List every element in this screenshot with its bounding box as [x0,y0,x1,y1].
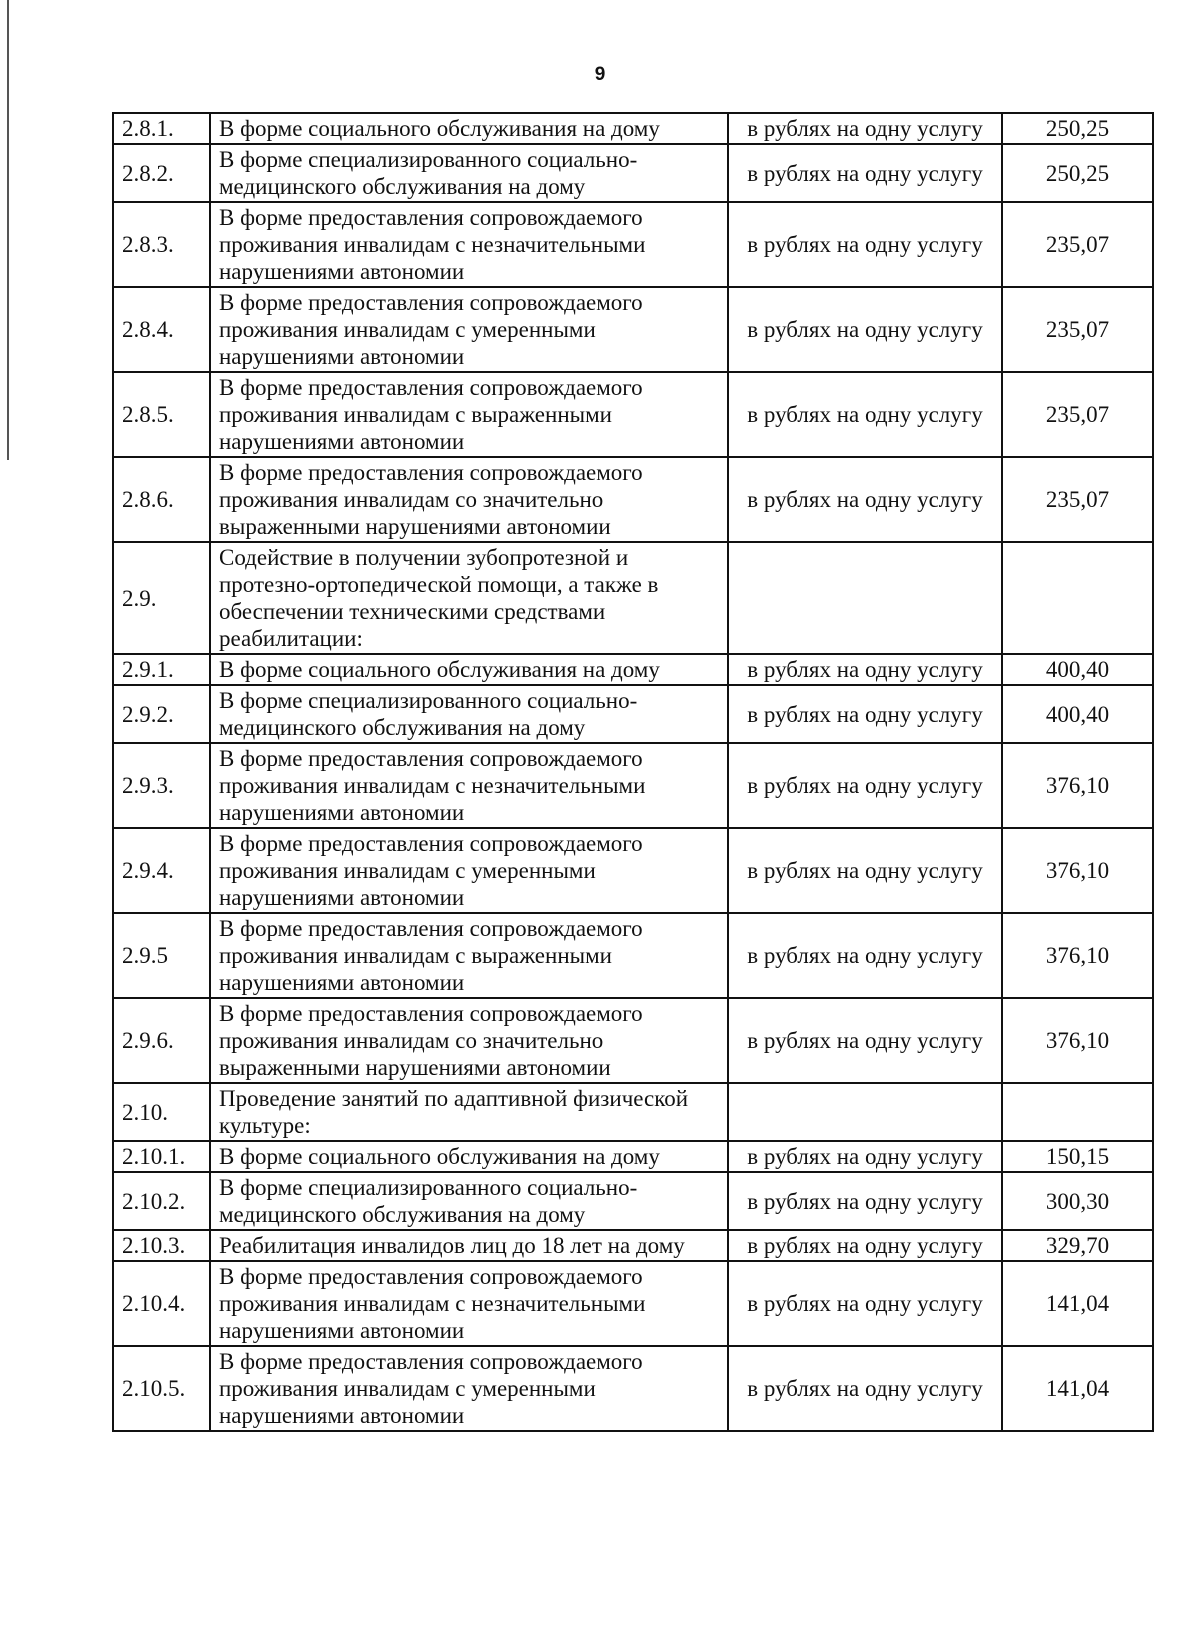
service-name-line: медицинского обслуживания на дому [219,1202,586,1227]
item-number-cell: 2.10.5. [113,1346,210,1431]
item-number-cell: 2.9. [113,542,210,654]
service-name-line: проживания инвалидам с незначительными [219,773,646,798]
service-name-line: нарушениями автономии [219,970,465,995]
service-name-line: культуре: [219,1113,311,1138]
table-row [113,828,1153,913]
price-cell: 235,07 [1002,372,1153,457]
unit-cell: в рублях на одну услугу [728,113,1002,144]
table-row [113,654,1153,685]
service-name-cell [210,1083,728,1141]
unit-cell: в рублях на одну услугу [728,1261,1002,1346]
service-name-line: проживания инвалидам со значительно [219,487,604,512]
price-cell: 400,40 [1002,685,1153,743]
service-name-cell [210,913,728,998]
unit-cell [728,1083,1002,1141]
item-number-cell: 2.8.6. [113,457,210,542]
price-cell: 329,70 [1002,1230,1153,1261]
service-name-line: проживания инвалидам с выраженными [219,943,612,968]
service-name-cell [210,287,728,372]
service-name-cell [210,1346,728,1431]
item-number-cell: 2.8.3. [113,202,210,287]
unit-cell: в рублях на одну услугу [728,1141,1002,1172]
item-number-cell: 2.9.3. [113,743,210,828]
service-name-line: В форме специализированного социально- [219,1175,638,1200]
service-name-line: нарушениями автономии [219,1403,465,1428]
service-name-line: проживания инвалидам с умеренными [219,858,596,883]
unit-cell: в рублях на одну услугу [728,457,1002,542]
price-cell: 235,07 [1002,202,1153,287]
item-number-cell: 2.8.4. [113,287,210,372]
item-number-cell: 2.9.6. [113,998,210,1083]
service-name-line: Содействие в получении зубопротезной и [219,545,629,570]
service-name-cell [210,685,728,743]
unit-cell: в рублях на одну услугу [728,743,1002,828]
price-cell: 250,25 [1002,144,1153,202]
price-cell: 141,04 [1002,1261,1153,1346]
table-row [113,144,1153,202]
page-number: 9 [594,64,606,85]
table-row [113,1083,1153,1141]
item-number-cell: 2.10.4. [113,1261,210,1346]
service-name-line: В форме социального обслуживания на дому [219,116,660,141]
price-cell: 235,07 [1002,457,1153,542]
service-name-line: В форме предоставления сопровождаемого [219,460,643,485]
price-cell: 250,25 [1002,113,1153,144]
item-number-cell: 2.8.5. [113,372,210,457]
price-cell: 141,04 [1002,1346,1153,1431]
item-number-cell: 2.9.4. [113,828,210,913]
table-row [113,1141,1153,1172]
service-name-cell [210,113,728,144]
unit-cell: в рублях на одну услугу [728,1346,1002,1431]
service-name-cell [210,457,728,542]
service-name-line: проживания инвалидам с незначительными [219,232,646,257]
table-row [113,998,1153,1083]
table-row [113,202,1153,287]
table-row [113,113,1153,144]
item-number-cell: 2.9.5 [113,913,210,998]
service-name-line: Проведение занятий по адаптивной физической [219,1086,689,1111]
service-name-line: В форме предоставления сопровождаемого [219,1001,643,1026]
service-name-cell [210,202,728,287]
service-name-cell [210,1230,728,1261]
item-number-cell: 2.9.2. [113,685,210,743]
table-row [113,1346,1153,1431]
unit-cell: в рублях на одну услугу [728,685,1002,743]
table-row [113,1172,1153,1230]
item-number-cell: 2.8.2. [113,144,210,202]
service-name-line: В форме предоставления сопровождаемого [219,1349,643,1374]
service-name-line: нарушениями автономии [219,259,465,284]
price-cell: 150,15 [1002,1141,1153,1172]
table-row [113,913,1153,998]
unit-cell: в рублях на одну услугу [728,828,1002,913]
service-name-line: проживания инвалидам со значительно [219,1028,604,1053]
table-row [113,542,1153,654]
service-name-line: проживания инвалидам с выраженными [219,402,612,427]
service-name-cell [210,372,728,457]
service-name-line: нарушениями автономии [219,800,465,825]
unit-cell: в рублях на одну услугу [728,1230,1002,1261]
price-cell: 300,30 [1002,1172,1153,1230]
service-name-line: нарушениями автономии [219,1318,465,1343]
table-row [113,372,1153,457]
unit-cell: в рублях на одну услугу [728,913,1002,998]
service-name-cell [210,1172,728,1230]
service-name-cell [210,1141,728,1172]
service-name-line: проживания инвалидам с незначительными [219,1291,646,1316]
service-name-cell [210,654,728,685]
service-name-line: В форме социального обслуживания на дому [219,1144,660,1169]
unit-cell: в рублях на одну услугу [728,654,1002,685]
service-name-cell [210,542,728,654]
service-name-cell [210,998,728,1083]
service-name-line: В форме предоставления сопровождаемого [219,916,643,941]
unit-cell [728,542,1002,654]
service-name-line: нарушениями автономии [219,429,465,454]
unit-cell: в рублях на одну услугу [728,144,1002,202]
service-name-line: нарушениями автономии [219,885,465,910]
price-cell: 376,10 [1002,828,1153,913]
service-name-line: нарушениями автономии [219,344,465,369]
service-name-line: В форме предоставления сопровождаемого [219,375,643,400]
item-number-cell: 2.8.1. [113,113,210,144]
price-cell [1002,1083,1153,1141]
item-number-cell: 2.9.1. [113,654,210,685]
table-row [113,1261,1153,1346]
price-cell: 400,40 [1002,654,1153,685]
service-name-line: В форме предоставления сопровождаемого [219,746,643,771]
item-number-cell: 2.10.1. [113,1141,210,1172]
service-name-line: В форме специализированного социально- [219,147,638,172]
service-name-line: проживания инвалидам с умеренными [219,317,596,342]
service-name-line: В форме специализированного социально- [219,688,638,713]
table-row [113,743,1153,828]
service-name-cell [210,1261,728,1346]
tariff-table [112,112,1154,1432]
price-cell [1002,542,1153,654]
table-row [113,457,1153,542]
service-name-line: выраженными нарушениями автономии [219,514,611,539]
service-name-line: обеспечении техническими средствами [219,599,606,624]
table-row [113,287,1153,372]
price-cell: 235,07 [1002,287,1153,372]
unit-cell: в рублях на одну услугу [728,202,1002,287]
service-name-line: протезно-ортопедической помощи, а также в [219,572,659,597]
service-name-line: медицинского обслуживания на дому [219,715,586,740]
unit-cell: в рублях на одну услугу [728,998,1002,1083]
service-name-line: В форме предоставления сопровождаемого [219,205,643,230]
price-cell: 376,10 [1002,998,1153,1083]
service-name-cell [210,828,728,913]
unit-cell: в рублях на одну услугу [728,1172,1002,1230]
item-number-cell: 2.10.2. [113,1172,210,1230]
service-name-line: реабилитации: [219,626,363,651]
service-name-cell [210,144,728,202]
unit-cell: в рублях на одну услугу [728,372,1002,457]
service-name-line: В форме социального обслуживания на дому [219,657,660,682]
service-name-line: выраженными нарушениями автономии [219,1055,611,1080]
service-name-cell [210,743,728,828]
service-name-line: В форме предоставления сопровождаемого [219,1264,643,1289]
item-number-cell: 2.10. [113,1083,210,1141]
table-row [113,1230,1153,1261]
service-name-line: Реабилитация инвалидов лиц до 18 лет на дому [219,1233,685,1258]
table-row [113,685,1153,743]
item-number-cell: 2.10.3. [113,1230,210,1261]
service-name-line: В форме предоставления сопровождаемого [219,831,643,856]
tariff-table-body [113,113,1153,1431]
price-cell: 376,10 [1002,743,1153,828]
unit-cell: в рублях на одну услугу [728,287,1002,372]
service-name-line: В форме предоставления сопровождаемого [219,290,643,315]
service-name-line: медицинского обслуживания на дому [219,174,586,199]
price-cell: 376,10 [1002,913,1153,998]
service-name-line: проживания инвалидам с умеренными [219,1376,596,1401]
